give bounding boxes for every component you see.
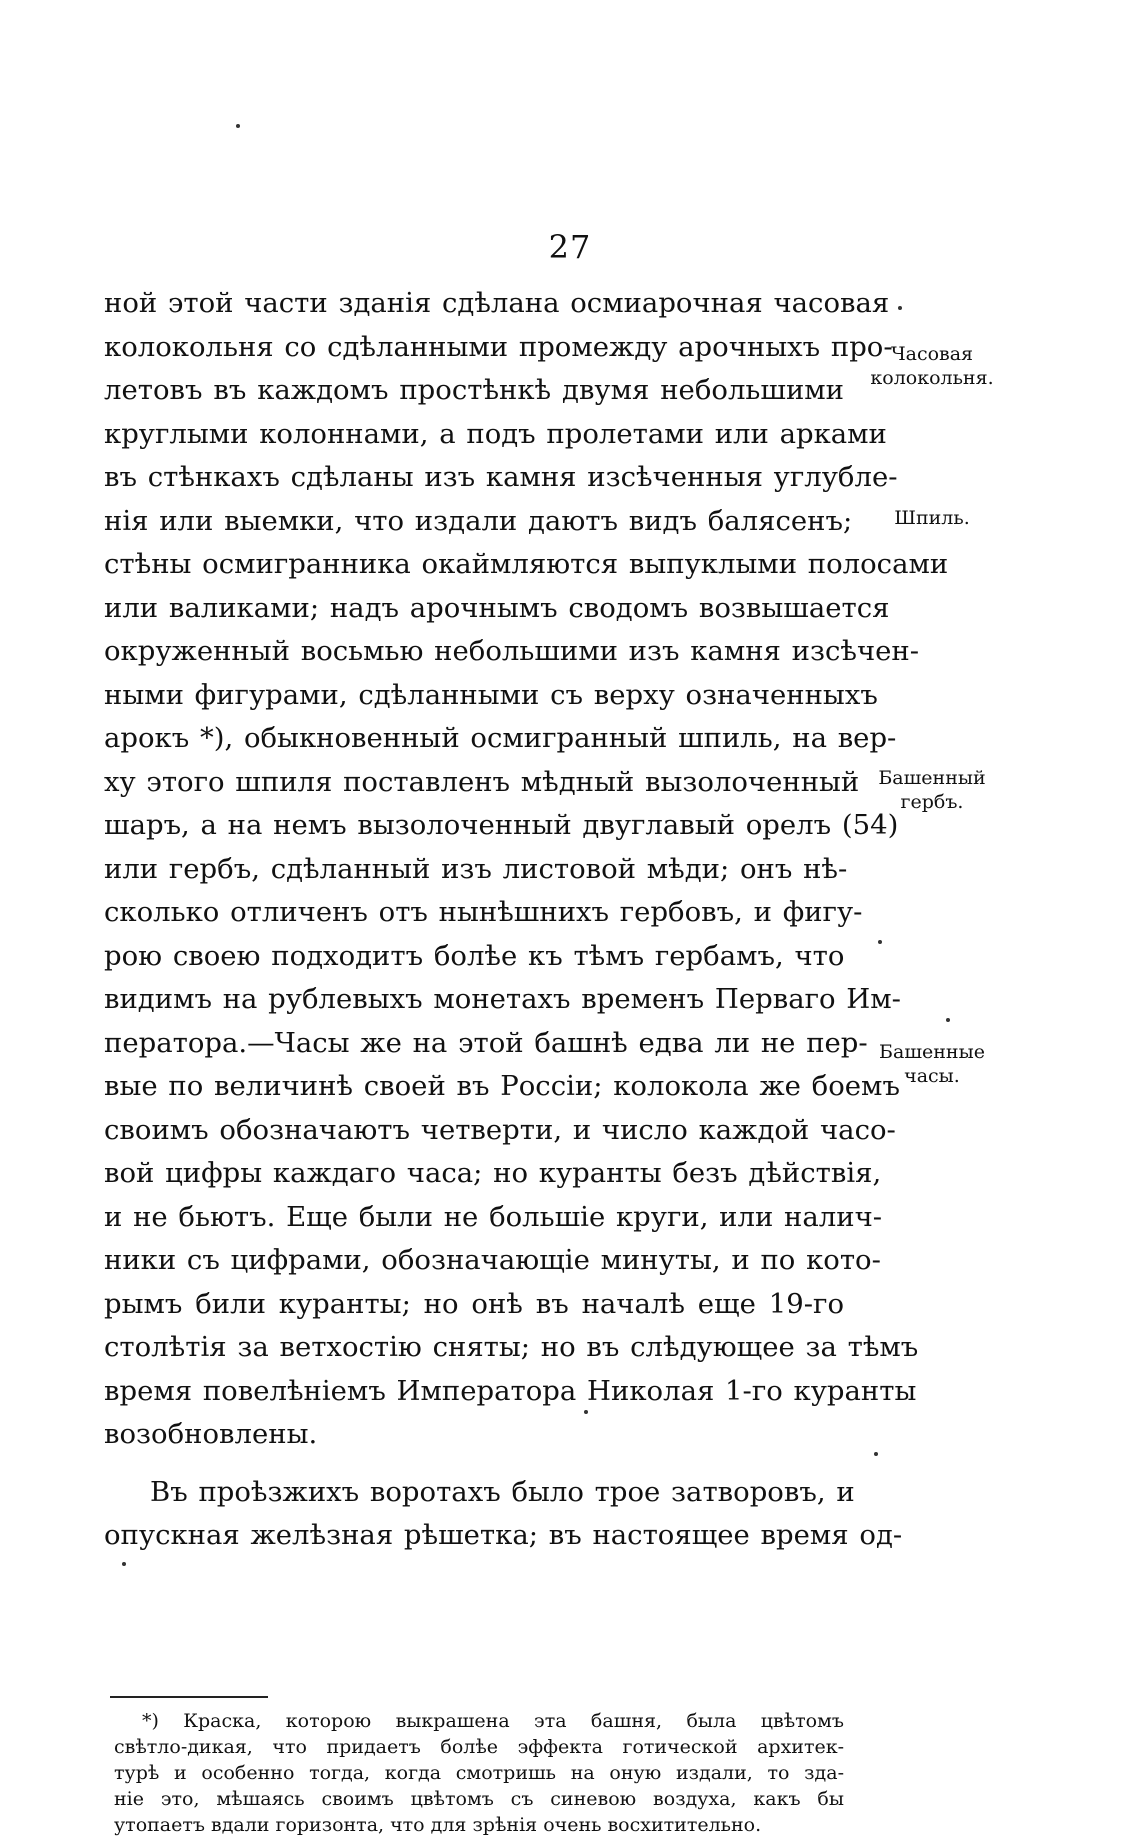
text-line: колокольня со сдѣланными промежду арочныхъ про- (104, 330, 893, 363)
print-speck (946, 1018, 950, 1022)
footnote-divider (110, 1696, 268, 1698)
text-line: ной этой части зданія сдѣлана осмиарочная часовая (104, 287, 890, 319)
margin-note-tower-clock: Башенные часы. (879, 1041, 985, 1087)
text-line: окруженный восьмью небольшими изъ камня изсѣчен- (104, 635, 920, 667)
text-line: или гербъ, сдѣланный изъ листовой мѣди; онъ нѣ- (104, 852, 848, 885)
text-line: рою своею подходитъ болѣе къ тѣмъ гербамъ, что (104, 939, 845, 972)
text-line: или валиками; надъ арочнымъ сводомъ возвышается (104, 591, 890, 624)
text-line: летовъ въ каждомъ простѣнкѣ двумя небольшими (104, 374, 844, 406)
footnote-line: свѣтло-дикая, что придаетъ болѣе эффекта готической архитек- (114, 1736, 844, 1758)
footnote-line: ніе это, мѣшаясь своимъ цвѣтомъ съ синевою воздуха, какъ бы (114, 1788, 844, 1810)
print-speck (236, 124, 240, 128)
footnote-line: *) Краска, которою выкрашена эта башня, была цвѣтомъ (142, 1710, 844, 1732)
text-line: столѣтія за ветхостію сняты; но въ слѣдующее за тѣмъ (104, 1331, 919, 1363)
print-speck (898, 306, 902, 310)
paragraph-2 (104, 1471, 903, 1558)
footnote (114, 1708, 844, 1838)
print-speck (878, 940, 882, 944)
text-line: рымъ били куранты; но онѣ въ началѣ еще 19-го (104, 1287, 844, 1320)
text-line: возобновлены. (104, 1418, 318, 1450)
text-line: ники съ цифрами, обозначающіе минуты, и по кото- (104, 1244, 881, 1276)
text-line: опускная желѣзная рѣшетка; въ настоящее время од- (104, 1519, 903, 1551)
text-line: круглыми колоннами, а подъ пролетами или арками (104, 417, 887, 450)
margin-note-bell-tower: Часовая колокольня. (870, 343, 994, 389)
text-line: арокъ *), обыкновенный осмигранный шпиль, на вер- (104, 722, 897, 754)
footnote-line: утопаетъ вдали горизонта, что для зрѣнія очень восхитительно. (114, 1814, 762, 1836)
text-line: ху этого шпиля поставленъ мѣдный вызолоченный (104, 765, 860, 798)
text-line: видимъ на рублевыхъ монетахъ временъ Перваго Им- (104, 983, 901, 1015)
page-number: 27 (548, 228, 592, 266)
text-line: сколько отличенъ отъ нынѣшнихъ гербовъ, и фигу- (104, 896, 863, 928)
footnote-line: турѣ и особенно тогда, когда смотришь на оную издали, то зда- (114, 1762, 844, 1784)
margin-note-tower-emblem: Башенный гербъ. (878, 767, 986, 813)
text-line: вой цифры каждаго часа; но куранты безъ дѣйствія, (104, 1157, 882, 1189)
text-line: Въ проѣзжихъ воротахъ было трое затворовъ, и (150, 1475, 855, 1508)
text-line: въ стѣнкахъ сдѣланы изъ камня изсѣченныя углубле- (104, 461, 898, 493)
text-line: и не бьютъ. Еще были не большіе круги, или налич- (104, 1200, 883, 1233)
text-line: время повелѣніемъ Императора Николая 1-го куранты (104, 1374, 917, 1407)
print-speck (584, 1410, 588, 1414)
text-line: стѣны осмигранника окаймляются выпуклыми полосами (104, 548, 949, 580)
text-line: ператора.—Часы же на этой башнѣ едва ли не пер- (104, 1026, 868, 1059)
print-speck (122, 1562, 126, 1566)
text-line: своимъ обозначаютъ четверти, и число каждой часо- (104, 1113, 896, 1146)
text-line: нія или выемки, что издали даютъ видъ балясенъ; (104, 504, 853, 537)
text-line: шаръ, а на немъ вызолоченный двуглавый орелъ (54) (104, 809, 899, 841)
margin-note-spire: Шпиль. (894, 507, 970, 529)
print-speck (874, 1452, 878, 1456)
text-line: ными фигурами, сдѣланными съ верху означенныхъ (104, 678, 878, 711)
text-line: вые по величинѣ своей въ Россіи; колокола же боемъ (104, 1070, 900, 1102)
